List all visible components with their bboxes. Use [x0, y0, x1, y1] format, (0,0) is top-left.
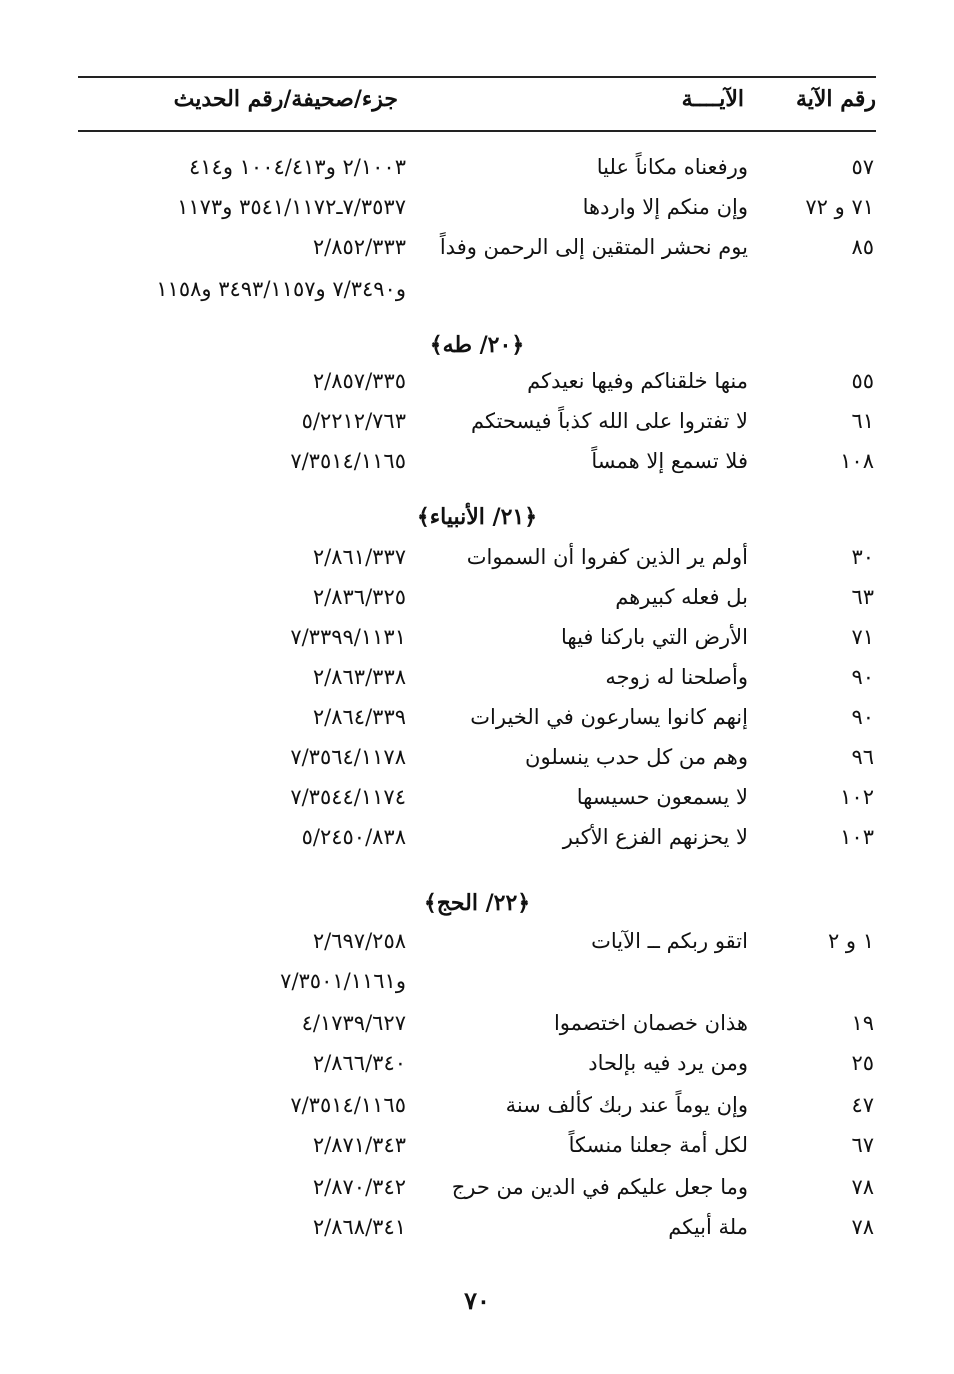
reference: ٥/٢٤٥٠/٨٣٨ — [301, 825, 406, 849]
ayah-number: ١٠٨ — [840, 449, 874, 473]
ayah-number: ١٠٣ — [840, 825, 874, 849]
reference: ٢/١٠٠٣ و١٠٠٤/٤١٣ و٤١٤ — [188, 155, 406, 179]
table-row — [0, 1172, 954, 1212]
ayah-text: وهم من كل حدب ينسلون — [525, 745, 748, 769]
reference: ٢/٨٧٠/٣٤٢ — [312, 1175, 406, 1199]
section-heading: ﴿٢١/ الأنبياء﴾ — [416, 504, 538, 530]
table-row — [0, 926, 954, 966]
reference: ٧/٣٥١٤/١١٦٥ — [290, 1093, 406, 1117]
table-row — [0, 1090, 954, 1130]
ayah-number: ٩٦ — [851, 745, 874, 769]
ayah-text: الأرض التي باركنا فيها — [560, 625, 748, 649]
header-rule — [78, 130, 876, 132]
page-number: ٧٠ — [464, 1286, 490, 1315]
ayah-number: ١٩ — [851, 1011, 874, 1035]
ayah-number: ٩٠ — [851, 665, 874, 689]
table-row — [0, 622, 954, 662]
table-row — [0, 192, 954, 232]
ayah-text: اتقو ربكم ــ الآيات — [591, 929, 748, 953]
ayah-number: ٨٥ — [851, 235, 874, 259]
table-row — [0, 782, 954, 822]
ayah-text: أولم ير الذين كفروا أن السموات — [466, 545, 748, 569]
reference: ٢/٨٦٣/٣٣٨ — [312, 665, 406, 689]
reference: ٢/٨٦١/٣٣٧ — [312, 545, 406, 569]
ayah-text: ومن يرد فيه بإلحاد — [588, 1051, 748, 1075]
table-row — [0, 446, 954, 486]
reference: ٥/٢٢١٢/٧٦٣ — [301, 409, 406, 433]
ayah-number: ٧٨ — [851, 1215, 874, 1239]
ayah-number: ٧١ و ٧٢ — [805, 195, 874, 219]
ayah-number: ٣٠ — [851, 545, 874, 569]
reference: ٢/٨٧١/٣٤٣ — [312, 1133, 406, 1157]
table-row — [0, 662, 954, 702]
ayah-text: وما جعل عليكم في الدين من حرج — [451, 1175, 748, 1199]
ayah-text: وإن يوماً عند ربك كألف سنة — [505, 1093, 748, 1117]
table-row — [0, 152, 954, 192]
reference: ٢/٨٥٧/٣٣٥ — [312, 369, 406, 393]
table-row — [0, 702, 954, 742]
ayah-number: ٦١ — [851, 409, 874, 433]
table-row — [0, 406, 954, 446]
table-row — [0, 1130, 954, 1170]
ayah-text: لا يحزنهم الفزع الأكبر — [562, 825, 748, 849]
ayah-text: وأصلحنا له زوجه — [605, 665, 748, 689]
reference: ٢/٨٦٨/٣٤١ — [312, 1215, 406, 1239]
ayah-text: بل فعله كبيرهم — [615, 585, 748, 609]
reference: ٤/١٧٣٩/٦٢٧ — [301, 1011, 406, 1035]
table-row — [0, 742, 954, 782]
reference: ٧/٣٥٣٧ـ٣٥٤١/١١٧٢ و١١٧٣ — [177, 195, 406, 219]
table-row — [0, 1008, 954, 1048]
ayah-text: فلا تسمع إلا همساً — [591, 449, 748, 473]
table-row — [0, 1048, 954, 1088]
reference: ٢/٨٣٦/٣٢٥ — [312, 585, 406, 609]
ayah-text: هذان خصمان اختصموا — [553, 1011, 748, 1035]
ayah-number: ٩٠ — [851, 705, 874, 729]
ayah-number: ٢٥ — [851, 1051, 874, 1075]
section-heading: ﴿٢٢/ الحج﴾ — [423, 890, 531, 916]
table-row — [0, 366, 954, 406]
reference: ٧/٣٥٦٤/١١٧٨ — [290, 745, 406, 769]
ayah-number: ٥٧ — [851, 155, 874, 179]
ayah-number: ٤٧ — [851, 1093, 874, 1117]
reference: ٢/٦٩٧/٢٥٨ — [312, 929, 406, 953]
reference: ٧/٣٥٤٤/١١٧٤ — [290, 785, 406, 809]
ayah-text: لا تفتروا على الله كذباً فيسحتكم — [471, 409, 748, 433]
ayah-number: ٥٥ — [851, 369, 874, 393]
ayah-number: ٧٨ — [851, 1175, 874, 1199]
reference: ٢/٨٦٦/٣٤٠ — [312, 1051, 406, 1075]
reference-continuation: و٧/٣٤٩٠ و٣٤٩٣/١١٥٧ و١١٥٨ — [156, 277, 406, 301]
ayah-text: ملة أبيكم — [668, 1215, 748, 1239]
ayah-number: ٦٣ — [851, 585, 874, 609]
ayah-text: وإن منكم إلا واردها — [582, 195, 748, 219]
ayah-text: إنهم كانوا يسارعون في الخيرات — [470, 705, 748, 729]
table-row — [0, 232, 954, 272]
ayah-text: منها خلقناكم وفيها نعيدكم — [527, 369, 748, 393]
table-row — [0, 1212, 954, 1252]
ayah-text: يوم نحشر المتقين إلى الرحمن وفداً — [439, 235, 748, 259]
top-rule — [78, 76, 876, 78]
reference: ٢/٨٥٢/٣٣٣ — [312, 235, 406, 259]
table-row — [0, 822, 954, 862]
table-row — [0, 582, 954, 622]
header-reference: جزء/صحيفة/رقم الحديث — [173, 86, 398, 112]
ayah-text: لا يسمعون حسيسها — [576, 785, 748, 809]
ayah-number: ١٠٢ — [840, 785, 874, 809]
ayah-number: ١ و ٢ — [827, 929, 874, 953]
ayah-text: ورفعناه مكاناً عليا — [596, 155, 748, 179]
header-ayah-number: رقم الآية — [795, 86, 876, 112]
reference: ٢/٨٦٤/٣٣٩ — [312, 705, 406, 729]
ayah-number: ٦٧ — [851, 1133, 874, 1157]
section-heading: ﴿٢٠/ طه﴾ — [429, 332, 525, 358]
reference-continuation: و٧/٣٥٠١/١١٦١ — [280, 969, 406, 993]
reference: ٧/٣٣٩٩/١١٣١ — [290, 625, 406, 649]
ayah-number: ٧١ — [851, 625, 874, 649]
reference: ٧/٣٥١٤/١١٦٥ — [290, 449, 406, 473]
ayah-text: لكل أمة جعلنا منسكاً — [568, 1133, 748, 1157]
table-row — [0, 542, 954, 582]
header-ayah: الآيــــة — [681, 86, 744, 112]
